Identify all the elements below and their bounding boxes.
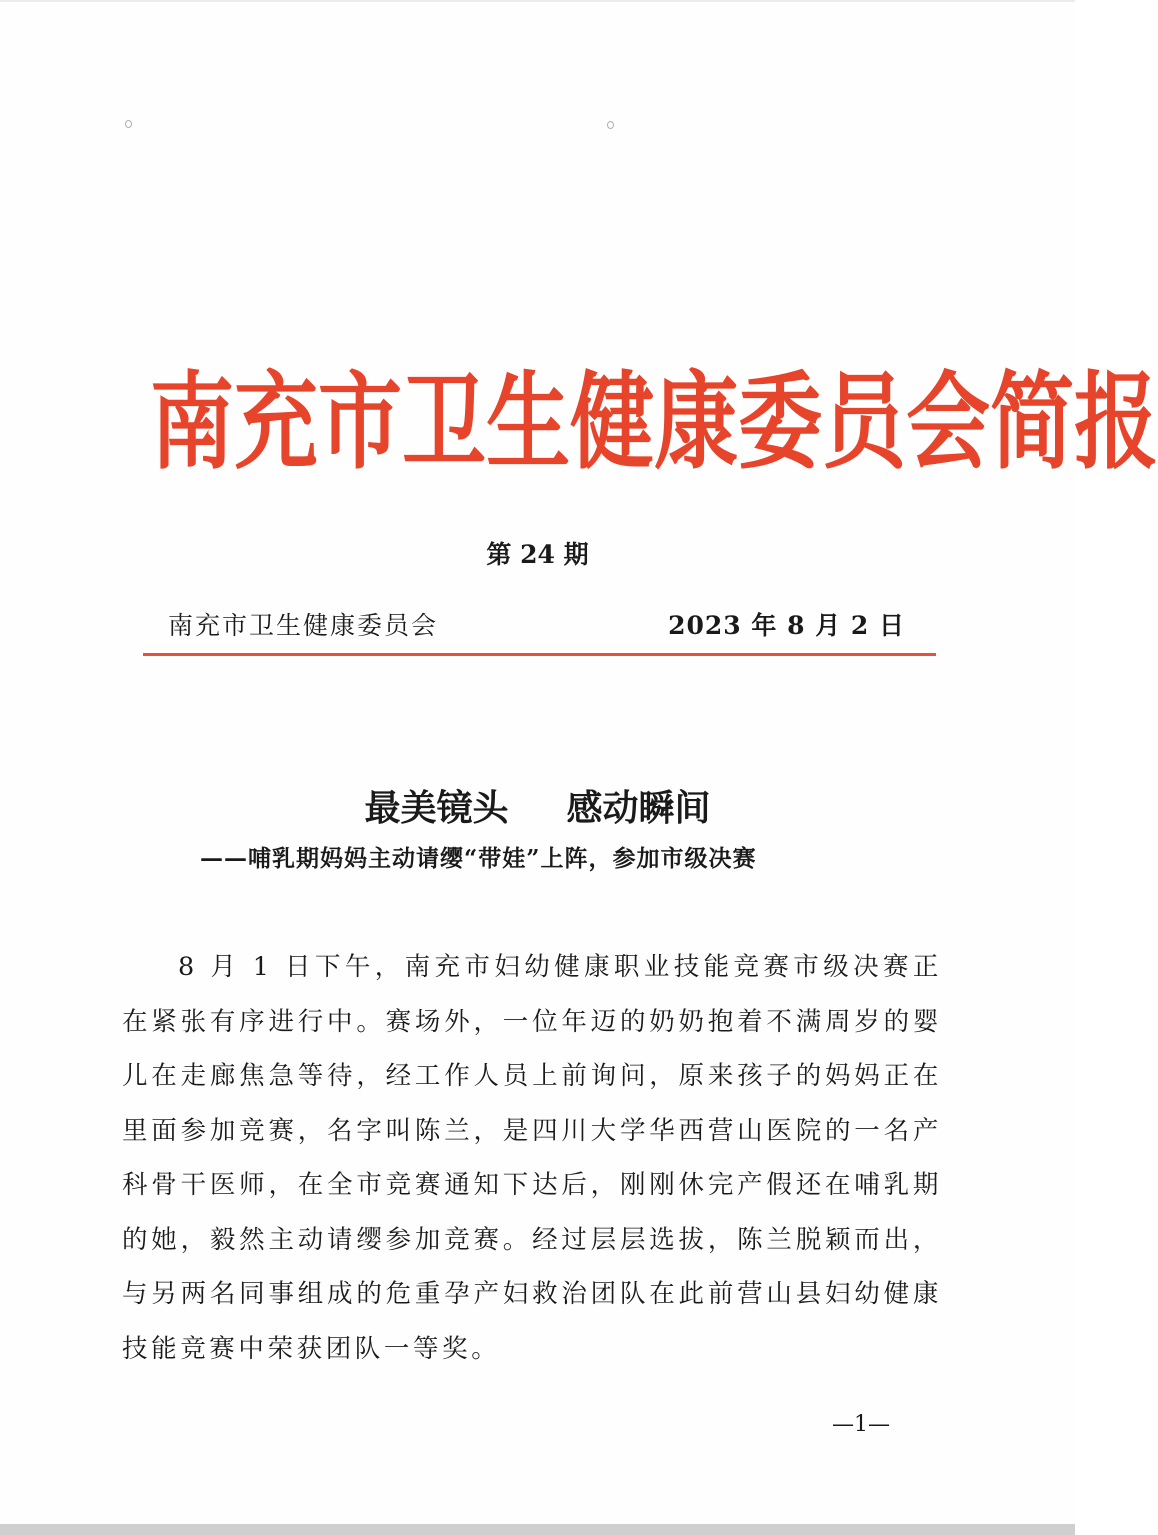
article-title-part1: 最美镜头 [364, 788, 509, 829]
masthead-char: 生 [486, 360, 571, 484]
masthead-title [150, 360, 1158, 484]
masthead-char: 委 [738, 360, 823, 484]
masthead-char: 南 [150, 360, 235, 484]
bottom-bar [0, 1524, 1075, 1535]
article-title [0, 780, 1075, 831]
issuer: 南充市卫生健康委员会 [168, 611, 439, 640]
masthead-char: 康 [654, 360, 739, 484]
issue-number: 第 24 期 [486, 540, 589, 569]
punch-hole-left [125, 120, 132, 128]
masthead-char: 健 [570, 360, 655, 484]
page-number: —1— [832, 1412, 890, 1437]
masthead-char: 充 [234, 360, 319, 484]
masthead-char: 报 [1074, 360, 1158, 484]
masthead-char: 会 [906, 360, 991, 484]
masthead-char: 员 [822, 360, 907, 484]
article-body: 8 月 1 日下午，南充市妇幼健康职业技能竞赛市级决赛正在紧张有序进行中。赛场外，一位年迈的奶奶抱着不满周岁的婴儿在走廊焦急等待，经工作人员上前询问，原来孩子的妈妈正在里面参加竞赛，名字叫陈兰，是四川大学华西营山医院的一名产科骨干医师，在全市竞赛通知下达后，刚刚休完产假还在哺乳期的她，毅然主动请缨参加竞赛。经过层层选拔，陈兰脱颖而出，与另两名同事组成的危重孕产妇救治团队在此前营山县妇幼健康技能竞赛中荣获团队一等奖。 [122, 952, 942, 1364]
issue-date: 2023 年 8 月 2 日 [668, 611, 905, 640]
article-subtitle: ——哺乳期妈妈主动请缨“带娃”上阵，参加市级决赛 [200, 845, 757, 872]
punch-hole-right [607, 121, 614, 129]
masthead-char: 卫 [402, 360, 487, 484]
article-title-part2: 感动瞬间 [566, 788, 711, 829]
masthead-char: 简 [990, 360, 1075, 484]
masthead-char: 市 [318, 360, 403, 484]
red-divider [143, 653, 936, 656]
top-edge [0, 0, 1075, 2]
